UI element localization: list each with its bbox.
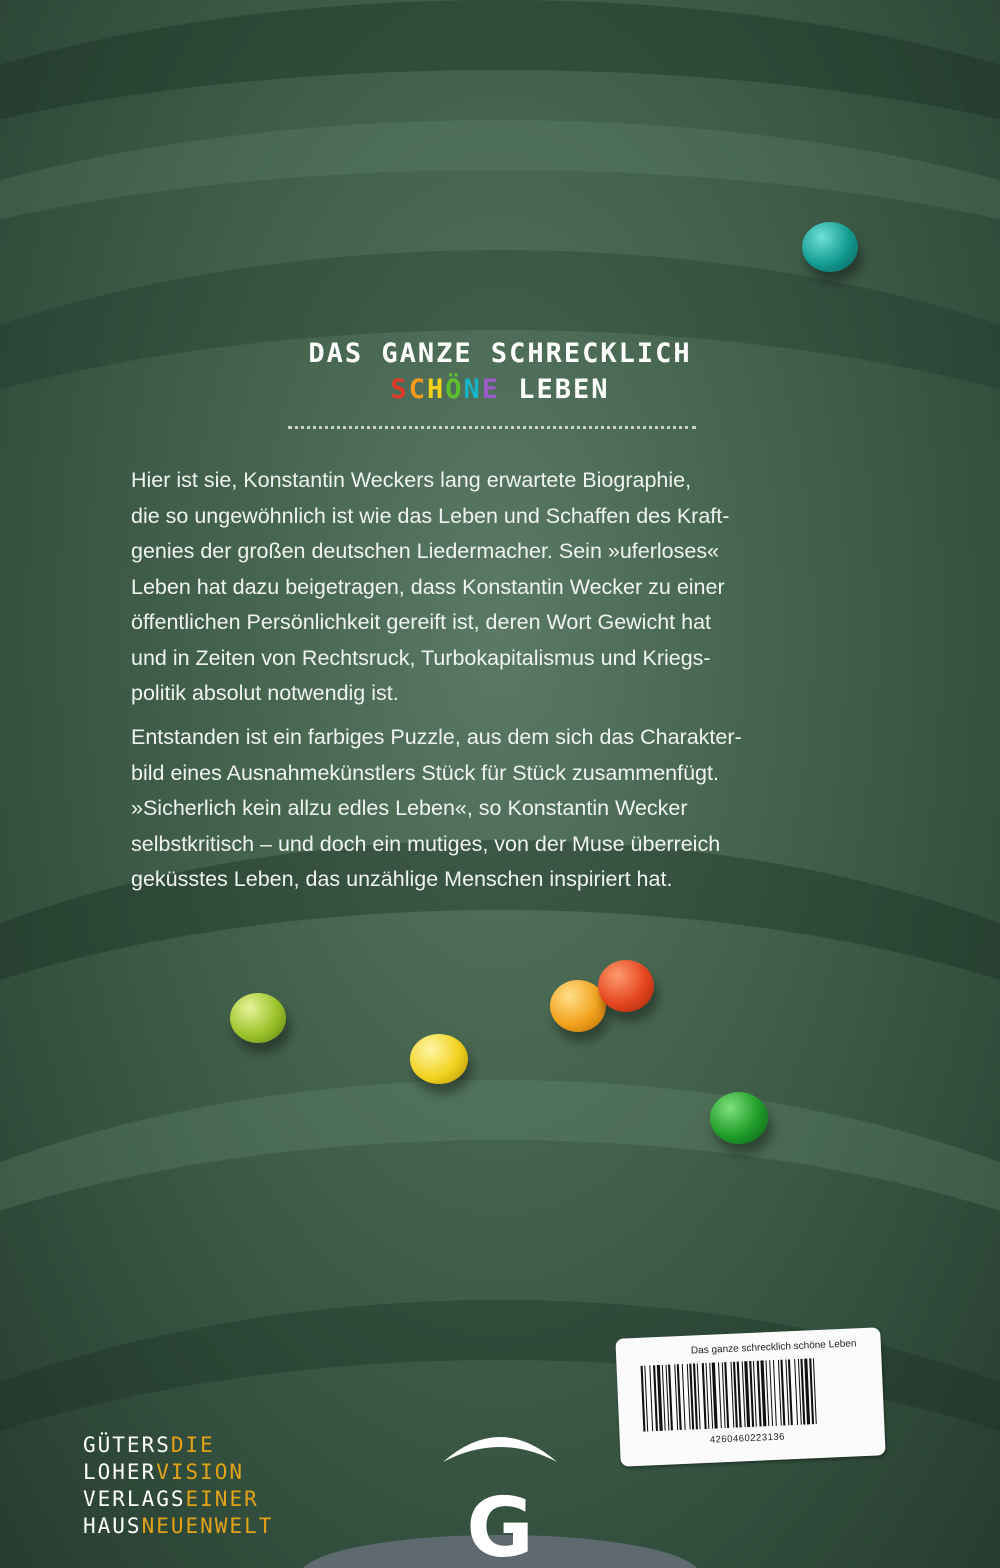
barcode-bar — [682, 1364, 686, 1430]
blurb-line: und in Zeiten von Rechtsruck, Turbokapitalismus und Kriegs- — [131, 645, 711, 670]
barcode-bar — [760, 1360, 766, 1426]
publisher-word: LOHER — [83, 1460, 157, 1484]
publisher-word: HAUS — [83, 1514, 142, 1538]
barcode-bar — [794, 1359, 798, 1425]
barcode-bar — [769, 1360, 773, 1426]
publisher-accent-word: EINER — [185, 1487, 259, 1511]
blurb-paragraph-2 — [131, 720, 871, 898]
publisher-row — [83, 1486, 273, 1513]
title-letter: N — [463, 374, 482, 405]
red-marble — [598, 960, 654, 1012]
barcode-bar — [657, 1365, 663, 1431]
blurb-line: bild eines Ausnahmekünstlers Stück für Stück zusammenfügt. — [131, 760, 719, 785]
blurb-line: Entstanden ist ein farbiges Puzzle, aus dem sich das Charakter- — [131, 725, 742, 749]
book-title-line2 — [0, 374, 1000, 405]
title-letter: E — [481, 374, 501, 405]
barcode-bar — [773, 1360, 777, 1426]
blurb-line: Leben hat dazu beigetragen, dass Konstantin Wecker zu einer — [131, 574, 725, 599]
barcode-bar — [804, 1358, 810, 1424]
sticker-number: 4260460223136 — [709, 1431, 786, 1446]
yellow-marble — [410, 1034, 468, 1084]
logo-letter: G — [466, 1481, 534, 1560]
sticker-title: Das ganze schrecklich schöne Leben — [690, 1338, 857, 1357]
blurb-line: Hier ist sie, Konstantin Weckers lang erwartete Biographie, — [131, 468, 692, 492]
blurb-paragraph-1 — [131, 463, 871, 712]
title-letter: S — [390, 374, 409, 405]
publisher-word: GÜTERS — [83, 1433, 171, 1457]
publisher-row — [83, 1459, 273, 1486]
blurb-line: die so ungewöhnlich ist wie das Leben und Schaffen des Kraft- — [131, 503, 730, 528]
teal-marble — [802, 222, 858, 272]
publisher-word: VERLAGS — [83, 1487, 186, 1511]
publisher-accent-word: VISION — [156, 1460, 245, 1484]
blurb-line: »Sicherlich kein allzu edles Leben«, so Konstantin Wecker — [131, 796, 688, 820]
title-word-leben: LEBEN — [500, 374, 610, 405]
barcode-icon — [639, 1356, 874, 1432]
blurb-line: politik absolut notwendig ist. — [131, 681, 399, 705]
blurb-line: geküsstes Leben, das unzählige Menschen inspiriert hat. — [131, 867, 673, 891]
publisher-row — [83, 1513, 273, 1540]
blurb-line: genies der großen deutschen Liedermacher. Sein »uferloses« — [131, 539, 720, 563]
blurb-line: selbstkritisch – und doch ein mutiges, von der Muse überreich — [131, 831, 721, 856]
title-letter: C — [408, 374, 427, 405]
green-marble — [710, 1092, 768, 1144]
book-title-line1: DAS GANZE SCHRECKLICH — [308, 338, 692, 369]
title-letter: H — [426, 374, 446, 405]
publisher-accent-word: NEUENWELT — [141, 1514, 274, 1538]
publisher-accent-word: DIE — [170, 1433, 215, 1457]
lime-marble — [230, 993, 286, 1043]
barcode-bar — [718, 1362, 722, 1428]
dotted-divider — [288, 426, 696, 429]
publisher-row — [83, 1432, 273, 1459]
barcode-bar — [649, 1365, 653, 1431]
publisher-tagline — [83, 1432, 273, 1540]
barcode-sticker — [615, 1327, 885, 1466]
title-letter: Ö — [445, 374, 464, 405]
publisher-logo-icon — [435, 1420, 565, 1560]
blurb-line: öffentlichen Persönlichkeit gereift ist, deren Wort Gewicht hat — [131, 610, 711, 634]
